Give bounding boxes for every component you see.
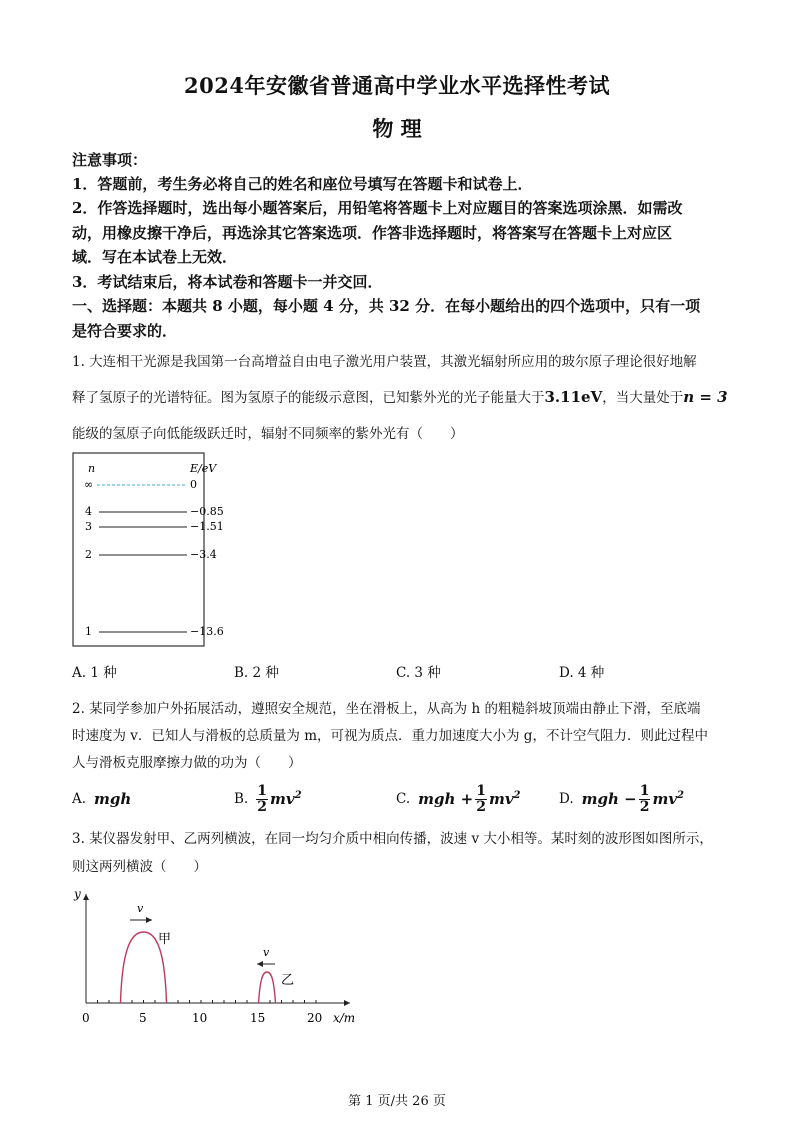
x-tick-20: 20 [307, 1011, 323, 1025]
notice-item-2-line3: 域．写在本试卷上无效． [72, 248, 238, 266]
level-e-3: −1.51 [190, 520, 224, 533]
diagram-e-label: E/eV [190, 462, 217, 475]
level-n-4: 4 [85, 505, 92, 518]
notice-item-1: 1．答题前，考生务必将自己的姓名和座位号填写在答题卡和试卷上． [72, 175, 533, 193]
notice-item-3: 3．考试结束后，将本试卷和答题卡一并交回． [72, 273, 383, 291]
section-header-line1: 一、选择题：本题共 8 小题，每小题 4 分，共 32 分．在每小题给出的四个选项中，只有一项 [72, 297, 701, 315]
q2-option-d-label: D. [559, 791, 574, 807]
level-n-inf: ∞ [84, 478, 94, 491]
wave-yi-v-label: v [263, 946, 270, 959]
x-tick-15: 15 [250, 1011, 266, 1025]
q1-option-c[interactable]: C. 3 种 [396, 665, 441, 681]
wave-yi [259, 972, 276, 1003]
page-footer: 第 1 页/共 26 页 [348, 1094, 446, 1109]
q2-option-c-mv: $mv^2$ [488, 790, 521, 808]
q2-option-c-label: C. [396, 791, 411, 807]
level-n-1: 1 [85, 625, 92, 638]
q1-option-a[interactable]: A. 1 种 [72, 665, 117, 681]
q1-option-d[interactable]: D. 4 种 [559, 665, 605, 681]
wave-graph [70, 882, 370, 1027]
level-e-2: −3.4 [190, 548, 217, 561]
energy-level-diagram [72, 452, 224, 648]
q3-line2: 则这两列横波（ ） [72, 859, 207, 875]
q1-energy-value: 3.11eV [544, 388, 603, 406]
x-tick-10: 10 [192, 1011, 208, 1025]
x-tick-0: 0 [82, 1011, 90, 1025]
q1-line3: 能级的氢原子向低能级跃迁时，辐射不同频率的紫外光有（ ） [72, 426, 464, 442]
q1-line2-text-b: ，当大量处于 [602, 390, 684, 406]
q1-line2-text-a: 释了氢原子的光谱特征。图为氢原子的能级示意图，已知紫外光的光子能量大于 [72, 390, 545, 406]
q2-option-b-fraction: $\frac{1}{2}$ [257, 782, 267, 815]
diagram-n-label: n [88, 462, 96, 475]
wave-yi-label: 乙 [281, 973, 295, 988]
q2-option-c-mgh: mgh + [418, 790, 474, 808]
q1-option-b[interactable]: B. 2 种 [234, 665, 279, 681]
q2-option-a[interactable] [72, 782, 131, 816]
q2-line3: 人与滑板克服摩擦力做的功为（ ） [72, 755, 302, 771]
subject-title: 物 理 [372, 116, 422, 141]
q2-option-d-mgh: mgh − [581, 790, 637, 808]
level-e-1: −13.6 [190, 625, 224, 638]
notice-heading: 注意事项： [72, 151, 148, 169]
q1-n-value: n = 3 [683, 388, 728, 406]
q2-option-b[interactable] [234, 782, 302, 816]
exam-title: 2024年安徽省普通高中学业水平选择性考试 [184, 73, 610, 98]
q1-line2 [72, 386, 728, 406]
level-e-4: −0.85 [190, 505, 224, 518]
q2-option-a-label: A. [72, 791, 87, 807]
q2-line2: 时速度为 v．已知人与滑板的总质量为 m，可视为质点．重力加速度大小为 g，不计空气阻力．则此过程中 [72, 728, 708, 744]
q1-line1: 1. 大连相干光源是我国第一台高增益自由电子激光用户装置，其激光辐射所应用的玻尔原子理论很好地解 [72, 354, 697, 370]
wave-jia-v-label: v [137, 902, 144, 915]
q2-option-b-mv: $mv^2$ [269, 790, 302, 808]
level-n-3: 3 [85, 520, 92, 533]
section-header-line2: 是符合要求的． [72, 322, 178, 340]
level-e-inf: 0 [190, 478, 197, 491]
q2-option-a-expr: mgh [94, 790, 132, 808]
notice-item-2-line2: 动，用橡皮擦干净后，再选涂其它答案选项．作答非选择题时，将答案写在答题卡上对应区 [72, 224, 673, 242]
wave-jia-label: 甲 [158, 932, 172, 947]
q2-option-b-label: B. [234, 791, 249, 807]
q2-line1: 2. 某同学参加户外拓展活动，遵照安全规范，坐在滑板上，从高为 h 的粗糙斜坡顶端由静止下滑，至底端 [72, 701, 701, 717]
y-axis-label: y [74, 887, 81, 901]
q2-option-c-fraction: $\frac{1}{2}$ [476, 782, 486, 815]
q2-option-c[interactable] [396, 782, 521, 816]
x-axis-label: x/m [333, 1011, 356, 1025]
q2-option-d-mv: $mv^2$ [652, 790, 685, 808]
level-n-2: 2 [85, 548, 92, 561]
q3-line1: 3. 某仪器发射甲、乙两列横波，在同一均匀介质中相向传播，波速 v 大小相等。某时刻的波形图如图所示， [72, 831, 713, 847]
notice-item-2-line1: 2．作答选择题时，选出每小题答案后，用铅笔将答题卡上对应题目的答案选项涂黑．如需改 [72, 199, 683, 217]
q2-option-d[interactable] [559, 782, 684, 816]
q2-option-d-fraction: $\frac{1}{2}$ [639, 782, 650, 815]
x-tick-5: 5 [139, 1011, 147, 1025]
